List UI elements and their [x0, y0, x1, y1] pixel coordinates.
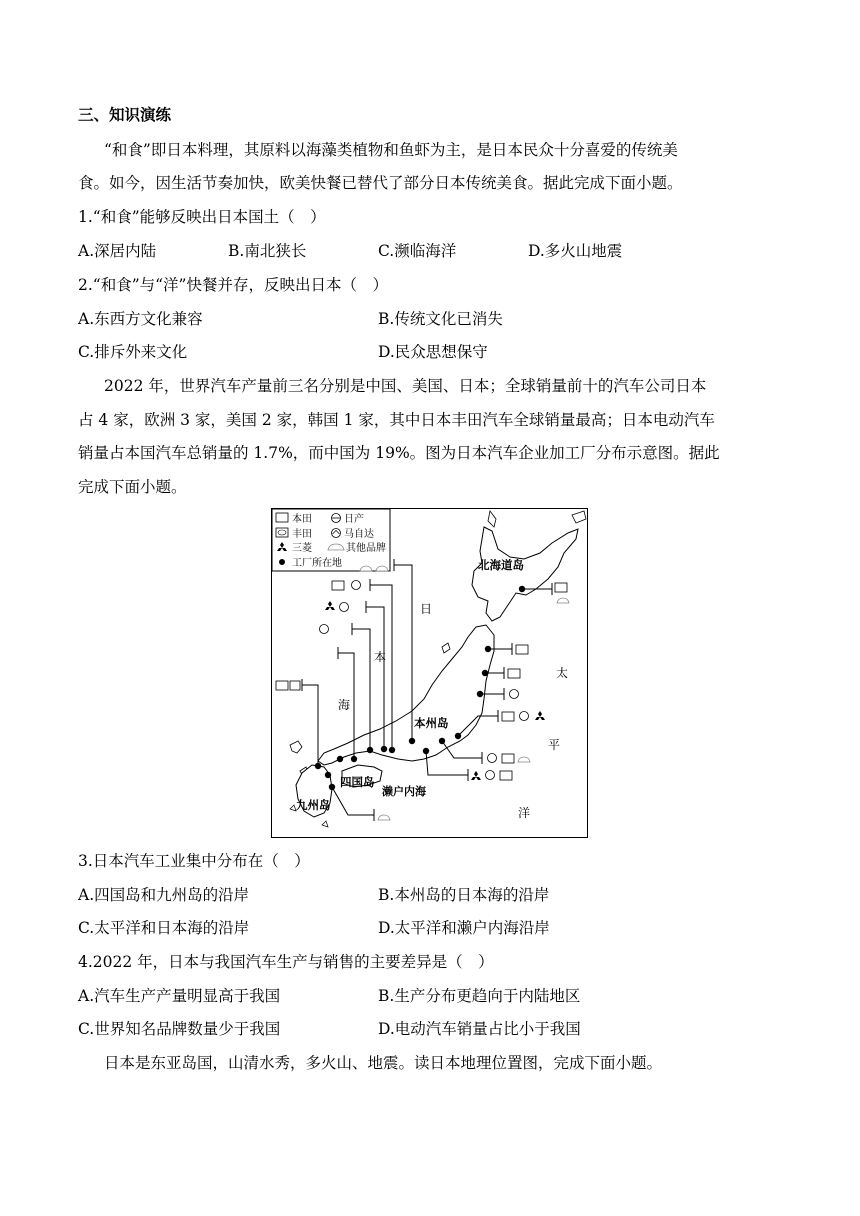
japan-auto-factory-map: [271, 508, 588, 838]
question-4-option-b[interactable]: B.生产分布更趋向于内陆地区: [378, 987, 581, 1005]
hokkaido-outline: [472, 527, 578, 621]
toyota-icon: [508, 669, 520, 678]
passage2-line4: 完成下面小题。: [78, 478, 187, 496]
question-1-option-d[interactable]: D.多火山地震: [528, 242, 623, 260]
question-2-option-a[interactable]: A.东西方文化兼容: [78, 310, 203, 328]
legend-other: 其他品牌: [346, 543, 386, 554]
toyota-icon: [500, 771, 512, 780]
label-sea-ben: 本: [374, 650, 387, 664]
map-legend: [272, 509, 390, 571]
nissan-icon: [340, 603, 349, 612]
legend-honda: 本田: [292, 514, 312, 525]
legend-factory: 工厂所在地: [292, 558, 342, 569]
other-brand-icon: [557, 598, 569, 603]
nissan-icon: [510, 690, 519, 699]
question-2-option-c[interactable]: C.排斥外来文化: [78, 343, 188, 361]
section-heading: 三、知识演练: [78, 105, 172, 124]
factory-dot: [337, 756, 343, 762]
legend-toyota: 丰田: [292, 529, 312, 540]
passage2-line2: 占 4 家，欧洲 3 家，美国 2 家，韩国 1 家，其中日本丰田汽车全球销量最高；日本电动汽车: [78, 411, 715, 429]
passage3-line1: 日本是东亚岛国，山清水秀，多火山、地震。读日本地理位置图，完成下面小题。: [104, 1054, 663, 1072]
label-seto: 濑户内海: [382, 785, 426, 798]
question-4-option-c[interactable]: C.世界知名品牌数量少于我国: [78, 1020, 281, 1038]
toyota-icon: [516, 645, 528, 654]
toyota-icon: [502, 754, 514, 763]
question-1-stem: 1.“和食”能够反映出日本国土（ ）: [78, 208, 326, 226]
honda-icon: [290, 681, 300, 690]
question-4-option-a[interactable]: A.汽车生产产量明显高于我国: [78, 987, 281, 1005]
label-ocean-ping: 平: [548, 738, 561, 752]
nissan-icon: [488, 754, 497, 763]
nissan-icon: [352, 581, 361, 590]
label-sea-hai: 海: [338, 698, 351, 712]
passage2-line3: 销量占本国汽车总销量的 1.7%，而中国为 19%。图为日本汽车企业加工厂分布示意图。据此: [78, 444, 720, 462]
honshu-outline: [318, 625, 494, 765]
question-1-option-c[interactable]: C.濒临海洋: [378, 242, 457, 260]
label-ocean-tai: 太: [556, 666, 569, 680]
toyota-icon: [555, 583, 567, 592]
passage2-line1: 2022 年，世界汽车产量前三名分别是中国、美国、日本；全球销量前十的汽车公司日本: [104, 377, 707, 395]
honda-icon: [276, 513, 288, 522]
label-hokkaido: 北海道岛: [478, 558, 524, 572]
map-canvas: [272, 509, 589, 839]
factory-dot-icon: [279, 559, 285, 565]
other-brand-icon: [518, 757, 530, 762]
toyota-icon: [276, 681, 288, 690]
label-sea-ri: 日: [420, 602, 433, 616]
question-1-option-b[interactable]: B.南北狭长: [228, 242, 307, 260]
mazda-icon: [520, 712, 529, 721]
question-3-option-a[interactable]: A.四国岛和九州岛的沿岸: [78, 886, 250, 904]
mitsubishi-icon: [471, 771, 481, 780]
legend-mazda: 马自达: [344, 529, 374, 540]
label-shikoku: 四国岛: [340, 775, 375, 789]
question-2-option-b[interactable]: B.传统文化已消失: [378, 310, 503, 328]
question-2-stem: 2.“和食”与“洋”快餐并存，反映出日本（ ）: [78, 276, 388, 294]
question-2-option-d[interactable]: D.民众思想保守: [378, 343, 488, 361]
mazda-icon: [320, 625, 329, 634]
question-3-option-d[interactable]: D.太平洋和濑户内海沿岸: [378, 919, 550, 937]
label-ocean-yang: 洋: [518, 806, 531, 820]
question-4-stem: 4.2022 年，日本与我国汽车生产与销售的主要差异是（ ）: [78, 953, 494, 971]
legend-nissan: 日产: [344, 514, 364, 525]
mitsubishi-icon: [325, 601, 335, 610]
label-kyushu: 九州岛: [296, 798, 331, 812]
question-3-option-c[interactable]: C.太平洋和日本海的沿岸: [78, 919, 250, 937]
passage1-line2: 食。如今，因生活节奏加快，欧美快餐已替代了部分日本传统美食。据此完成下面小题。: [78, 174, 683, 192]
legend-mitsubishi: 三菱: [292, 543, 312, 554]
toyota-icon: [332, 581, 344, 590]
passage1-line1: “和食”即日本料理，其原料以海藻类植物和鱼虾为主，是日本民众十分喜爱的传统美: [104, 141, 678, 159]
question-3-option-b[interactable]: B.本州岛的日本海的沿岸: [378, 886, 550, 904]
toyota-icon: [502, 712, 514, 721]
question-1-option-a[interactable]: A.深居内陆: [78, 242, 157, 260]
question-3-stem: 3.日本汽车工业集中分布在（ ）: [78, 852, 310, 870]
question-4-option-d[interactable]: D.电动汽车销量占比小于我国: [378, 1020, 581, 1038]
label-honshu: 本州岛: [414, 716, 449, 730]
factory-dot: [325, 772, 331, 778]
nissan-icon: [486, 771, 495, 780]
other-brand-icon: [378, 815, 390, 820]
mitsubishi-icon: [535, 711, 545, 720]
